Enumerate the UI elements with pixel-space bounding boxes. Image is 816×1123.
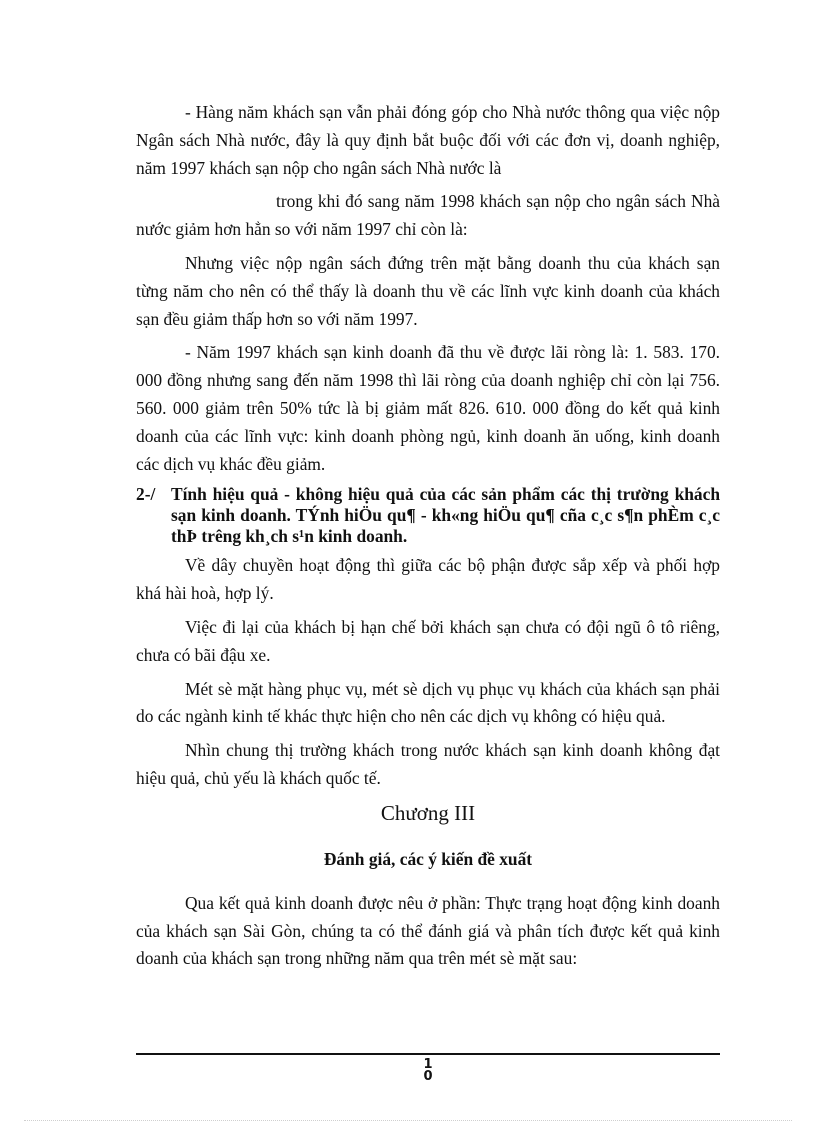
paragraph-evaluation-intro: Qua kết quả kinh doanh được nêu ở phần: Thực trạng hoạt động kinh doanh của khách sạn Sài Gòn, chúng ta có thể đánh giá và phân tích được kết quả kinh doanh của khách sạn trong những năm qua trên mét sè mặt sau: [136, 892, 720, 969]
paragraph-revenue-decline: Nhưng việc nộp ngân sách đứng trên mặt bằng doanh thu của khách sạn từng năm cho nên có thể thấy là doanh thu về các lĩnh vực kinh doanh của khách sạn đều giảm thấp hơn so với năm 1997. [136, 252, 720, 329]
paragraph-operations-chain: Về dây chuyền hoạt động thì giữa các bộ phận được sắp xếp và phối hợp khá hài hoà, hợp lý. [136, 555, 720, 604]
paragraph-budget-contribution: - Hàng năm khách sạn vẫn phải đóng góp cho Nhà nước thông qua việc nộp Ngân sách Nhà nước, đây là quy định bắt buộc đối với các đơn vị, doanh nghiệp, năm 1997 khách sạn nộp cho ngân sách Nhà nước là [136, 102, 720, 178]
paragraph-outsourced-services: Mét sè mặt hàng phục vụ, mét sè dịch vụ phục vụ khách của khách sạn phải do các ngành kinh tế khác thực hiện cho nên các dịch vụ không có hiệu quả. [136, 678, 720, 727]
document-body [136, 99, 720, 979]
paragraph-transport-limits: Việc đi lại của khách bị hạn chế bởi khách sạn chưa có đội ngũ ô tô riêng, chưa có bãi đậu xe. [136, 616, 720, 665]
page-number-digit-bottom: 0 [423, 1069, 433, 1084]
paragraph-net-profit: - Năm 1997 khách sạn kinh doanh đã thu về được lãi ròng là: 1. 583. 170. 000 đồng nhưng sang đến năm 1998 thì lãi ròng của doanh nghiệp chỉ còn lại 756. 560. 000 giảm trên 50% tức là bị giảm mất 826. 610. 000 đồng do kết quả kinh doanh của các lĩnh vực: kinh doanh phòng ngủ, kinh doanh ăn uống, kinh doanh các dịch vụ khác đều giảm. [136, 342, 720, 474]
page-bottom-edge [24, 1120, 792, 1121]
footer-divider [136, 1053, 720, 1055]
section-title: Tính hiệu quả - không hiệu quả của các sản phẩm các thị trường khách sạn kinh doanh. TÝnh hiÖu qu¶ - kh«ng hiÖu qu¶ cña c¸c s¶n phÈm c¸c thÞ trêng kh¸ch s¹n kinh doanh. [171, 484, 720, 547]
chapter-subtitle: Đánh giá, các ý kiến đề xuất [323, 848, 533, 869]
chapter-title: Chương III [380, 800, 476, 825]
section-heading [136, 484, 720, 547]
page-number-digit-top: 1 [423, 1057, 433, 1072]
page-number [420, 1059, 436, 1083]
section-number: 2-/ [136, 484, 156, 505]
paragraph-budget-1998: trong khi đó sang năm 1998 khách sạn nộp cho ngân sách Nhà nước giảm hơn hẳn so với năm 1997 chỉ còn là: [136, 191, 720, 240]
paragraph-domestic-market: Nhìn chung thị trường khách trong nước khách sạn kinh doanh không đạt hiệu quả, chủ yếu là khách quốc tế. [136, 740, 720, 788]
